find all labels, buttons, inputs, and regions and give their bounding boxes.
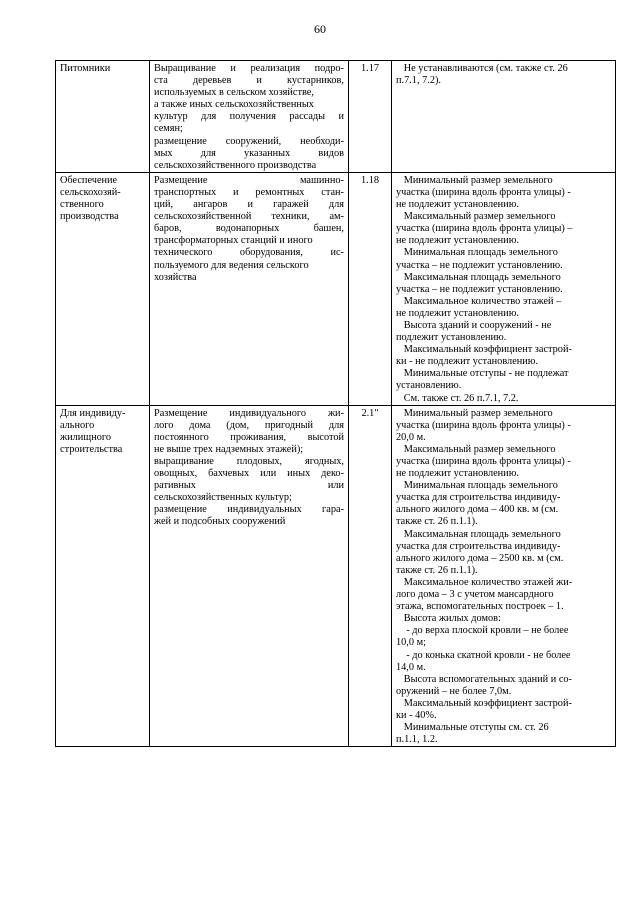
- use-description-line: Размещение машинно-: [154, 174, 344, 186]
- parameters-line: также ст. 26 п.1.1).: [396, 564, 478, 576]
- parameters-line: Максимальный коэффициент застрой-: [396, 344, 572, 356]
- parameters-line: не подлежит установлению.: [396, 199, 519, 211]
- page-number: 60: [314, 22, 326, 36]
- use-type-name: [56, 172, 150, 405]
- parameters-line: Минимальные отступы - не подлежат: [396, 368, 569, 380]
- use-description-line: не выше трех надземных этажей);: [154, 443, 304, 455]
- use-type-name: [56, 405, 150, 747]
- parameters-line: Минимальная площадь земельного: [396, 480, 558, 492]
- use-description-line: трансформаторных станций и иного: [154, 235, 313, 247]
- parameters-line: п.1.1, 1.2.: [396, 734, 438, 746]
- use-description-line: пользуемого для ведения сельского: [154, 259, 309, 271]
- parameters-line: ального жилого дома – 2500 кв. м (см.: [396, 552, 564, 564]
- parameters-line: Минимальный размер земельного: [396, 407, 553, 419]
- parameters-line: - до конька скатной кровли - не более: [396, 649, 571, 661]
- parameters-line: участка (ширина вдоль фронта улицы) -: [396, 419, 571, 431]
- parameters: [392, 405, 616, 747]
- use-description-line: сельскохозяйственной техники, ам-: [154, 211, 344, 223]
- use-description-line: жей и подсобных сооружений: [154, 516, 286, 528]
- classifier-code-text: 1.18: [360, 174, 380, 186]
- use-description-line: транспортных и ремонтных стан-: [154, 186, 344, 198]
- use-description-line: размещение сооружений, необходи-: [154, 135, 344, 147]
- use-description-line: постоянного проживания, высотой: [154, 431, 344, 443]
- use-description: [150, 61, 349, 173]
- table-body: [56, 61, 616, 747]
- use-description-line: Выращивание и реализация подро-: [154, 63, 344, 74]
- parameters-line: Максимальная площадь земельного: [396, 528, 561, 540]
- use-type-name-line: ственного: [60, 199, 104, 211]
- use-description-line: сельскохозяйственных культур;: [154, 492, 292, 504]
- use-description-line: технического оборудования, ис-: [154, 247, 344, 259]
- parameters-line: участка для строительства индивиду-: [396, 492, 561, 504]
- classifier-code: [349, 405, 392, 747]
- parameters-line: участка (ширина вдоль фронта улицы) -: [396, 186, 571, 198]
- parameters-line: Высота вспомогательных зданий и со-: [396, 673, 572, 685]
- parameters-line: не подлежит установлению.: [396, 307, 519, 319]
- parameters-line: Максимальная площадь земельного: [396, 271, 561, 283]
- table-row: [56, 172, 616, 405]
- parameters-line: не подлежит установлению.: [396, 468, 519, 480]
- parameters-line: 20,0 м.: [396, 431, 426, 443]
- parameters-line: Минимальная площадь земельного: [396, 247, 558, 259]
- use-description-line: Размещение индивидуального жи-: [154, 407, 344, 419]
- classifier-code-text: 1.17: [360, 63, 380, 74]
- parameters-line: ального жилого дома – 400 кв. м (см.: [396, 504, 559, 516]
- land-use-table: [55, 60, 616, 747]
- parameters: [392, 61, 616, 173]
- use-type-name-line: ального: [60, 419, 95, 431]
- parameters-line: участка (ширина вдоль фронта улицы) –: [396, 223, 573, 235]
- use-description-line: выращивание плодовых, ягодных,: [154, 456, 344, 467]
- parameters-line: 14,0 м.: [396, 661, 426, 673]
- parameters-line: Высота зданий и сооружений - не: [396, 319, 552, 331]
- parameters-line: Минимальный размер земельного: [396, 174, 553, 186]
- parameters-line: Не устанавливаются (см. также ст. 26: [396, 63, 568, 74]
- parameters-line: ки - 40%.: [396, 709, 437, 721]
- parameters-line: Максимальное количество этажей жи-: [396, 576, 573, 588]
- parameters-line: Максимальный коэффициент застрой-: [396, 697, 572, 709]
- use-type-name-line: жилищного: [60, 431, 111, 443]
- use-description-line: семян;: [154, 123, 183, 135]
- parameters-line: оружений – не более 7,0м.: [396, 685, 512, 697]
- parameters-line: установлению.: [396, 380, 462, 392]
- parameters-line: участка для строительства индивиду-: [396, 540, 561, 552]
- use-description-line: а также иных сельскохозяйственных: [154, 99, 314, 111]
- parameters-line: участка – не подлежит установлению.: [396, 283, 563, 295]
- classifier-code-text: 2.1": [361, 407, 379, 419]
- use-type-name-line: сельскохозяй-: [60, 186, 121, 198]
- table-row: [56, 61, 616, 173]
- use-description-line: баров, водонапорных башен,: [154, 223, 344, 235]
- use-description-line: мых для указанных видов: [154, 147, 344, 159]
- use-type-name-line: Питомники: [60, 63, 111, 74]
- parameters-line: лого дома – 3 с учетом мансардного: [396, 589, 554, 601]
- parameters-line: этажа, вспомогательных построек – 1.: [396, 601, 564, 613]
- parameters-line: Максимальное количество этажей –: [396, 295, 562, 307]
- use-type-name: [56, 61, 150, 173]
- parameters-line: также ст. 26 п.1.1).: [396, 516, 478, 528]
- use-description: [150, 405, 349, 747]
- parameters-line: Минимальные отступы см. ст. 26: [396, 722, 549, 734]
- use-description-line: овощных, бахчевых или иных деко-: [154, 468, 344, 480]
- use-description-line: хозяйства: [154, 271, 197, 283]
- parameters-line: - до верха плоской кровли – не более: [396, 625, 569, 637]
- use-type-name-line: Обеспечение: [60, 174, 118, 186]
- use-type-name-line: строительства: [60, 443, 123, 455]
- use-description-line: сельскохозяйственного производства: [154, 159, 317, 171]
- parameters-line: См. также ст. 26 п.7.1, 7.2.: [396, 392, 519, 404]
- use-type-name-line: Для индивиду-: [60, 407, 126, 419]
- use-description-line: ста деревьев и кустарников,: [154, 75, 344, 87]
- classifier-code: [349, 172, 392, 405]
- table-row: [56, 405, 616, 747]
- parameters-line: участка – не подлежит установлению.: [396, 259, 563, 271]
- parameters-line: 10,0 м;: [396, 637, 426, 649]
- use-description-line: размещение индивидуальных гара-: [154, 504, 344, 516]
- use-description-line: ций, ангаров и гаражей для: [154, 199, 344, 211]
- use-type-name-line: производства: [60, 211, 119, 223]
- use-description-line: культур для получения рассады и: [154, 111, 344, 123]
- parameters-line: Высота жилых домов:: [396, 613, 501, 625]
- parameters-line: ки - не подлежит установлению.: [396, 356, 539, 368]
- parameters-line: Максимальный размер земельного: [396, 443, 556, 455]
- classifier-code: [349, 61, 392, 173]
- parameters-line: подлежит установлению.: [396, 332, 507, 344]
- parameters-line: п.7.1, 7.2).: [396, 75, 441, 87]
- use-description-line: ративных или: [154, 480, 344, 492]
- parameters-line: Максимальный размер земельного: [396, 211, 556, 223]
- parameters-line: участка (ширина вдоль фронта улицы) -: [396, 456, 571, 467]
- use-description: [150, 172, 349, 405]
- use-description-line: лого дома (дом, пригодный для: [154, 419, 344, 431]
- use-description-line: используемых в сельском хозяйстве,: [154, 87, 314, 99]
- parameters: [392, 172, 616, 405]
- parameters-line: не подлежит установлению.: [396, 235, 519, 247]
